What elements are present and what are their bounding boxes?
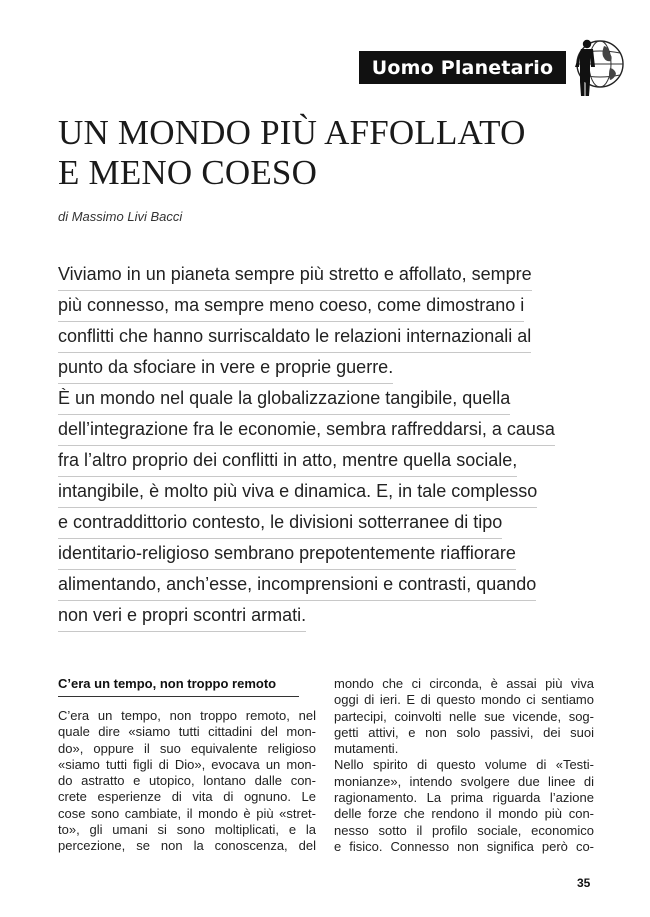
lead-line: identitario-religioso sembrano prepotentemente riaffiorare (58, 539, 516, 570)
body-column-right (334, 676, 594, 855)
body-line: mutamenti. (334, 741, 399, 757)
body-line: monianze», intendo svolgere due linee di (334, 773, 594, 789)
body-line: quale dire «siamo tutti cittadini del mon- (58, 724, 316, 740)
body-line: mondo che ci circonda, è assai più viva (334, 676, 594, 691)
lead-line: intangibile, è molto più viva e dinamica. E, in tale complesso (58, 477, 537, 508)
lead-line: conflitti che hanno surriscaldato le relazioni internazionali al (58, 322, 531, 353)
body-line: nesso sotto il profilo sociale, economico (334, 822, 594, 838)
body-line: «siamo tutti figli di Dio», evocava un mon- (58, 756, 316, 772)
body-line: to», gli umani si sono moltiplicati, e la (58, 822, 316, 838)
body-line: crete esperienze di vita di ognuno. Le (58, 789, 316, 805)
body-line: percezione, se non la conoscenza, del (58, 838, 316, 854)
lead-line: e contraddittorio contesto, le divisioni sotterranee di tipo (58, 508, 502, 539)
body-line: delle forze che rendono il mondo più con- (334, 806, 594, 822)
section-heading: C’era un tempo, non troppo remoto (58, 676, 299, 697)
lead-line: alimentando, anch’esse, incomprensioni e contrasti, quando (58, 570, 536, 601)
byline: di Massimo Livi Bacci (58, 209, 183, 224)
rubric-label: Uomo Planetario (371, 56, 554, 79)
lead-line: più connesso, ma sempre meno coeso, come dimostrano i (58, 291, 524, 322)
page-number: 35 (577, 876, 591, 890)
body-line: C’era un tempo, non troppo remoto, nel (58, 708, 316, 723)
lead-paragraph (58, 260, 578, 632)
lead-line: fra l’altro proprio dei conflitti in atto, mentre quella sociale, (58, 446, 517, 477)
body-line: Nello spirito di questo volume di «Testi- (334, 757, 594, 773)
title-line: UN MONDO PIÙ AFFOLLATO (58, 113, 526, 152)
body-line: cose sono cambiate, il mondo è più «stret- (58, 805, 316, 821)
article-title (58, 113, 618, 193)
body-line: oggi di ieri. E di questo mondo ci sentiamo (334, 692, 594, 708)
body-line: do astratto e utopico, lontano dalle con- (58, 773, 316, 789)
man-globe-icon (568, 34, 626, 98)
body-line: getti attivi, e non solo passivi, dei suoi (334, 724, 594, 740)
body-line: ragionamento. La prima riguarda l’azione (334, 790, 594, 806)
lead-line: È un mondo nel quale la globalizzazione tangibile, quella (58, 384, 510, 415)
lead-line: dell’integrazione fra le economie, sembra raffreddarsi, a causa (58, 415, 555, 446)
body-line: do», oppure il suo equivalente religioso (58, 740, 316, 756)
lead-line: Viviamo in un pianeta sempre più stretto e affollato, sempre (58, 260, 532, 291)
body-line: partecipi, coinvolti nelle sue vicende, sog- (334, 708, 594, 724)
body-column-left (58, 708, 316, 855)
lead-line: punto da sfociare in vere e proprie guerre. (58, 353, 393, 384)
lead-line: non veri e propri scontri armati. (58, 601, 306, 632)
section-rubric (359, 51, 566, 84)
title-line: E MENO COESO (58, 153, 318, 192)
body-line: e fisico. Connesso non significa però co- (334, 838, 594, 854)
